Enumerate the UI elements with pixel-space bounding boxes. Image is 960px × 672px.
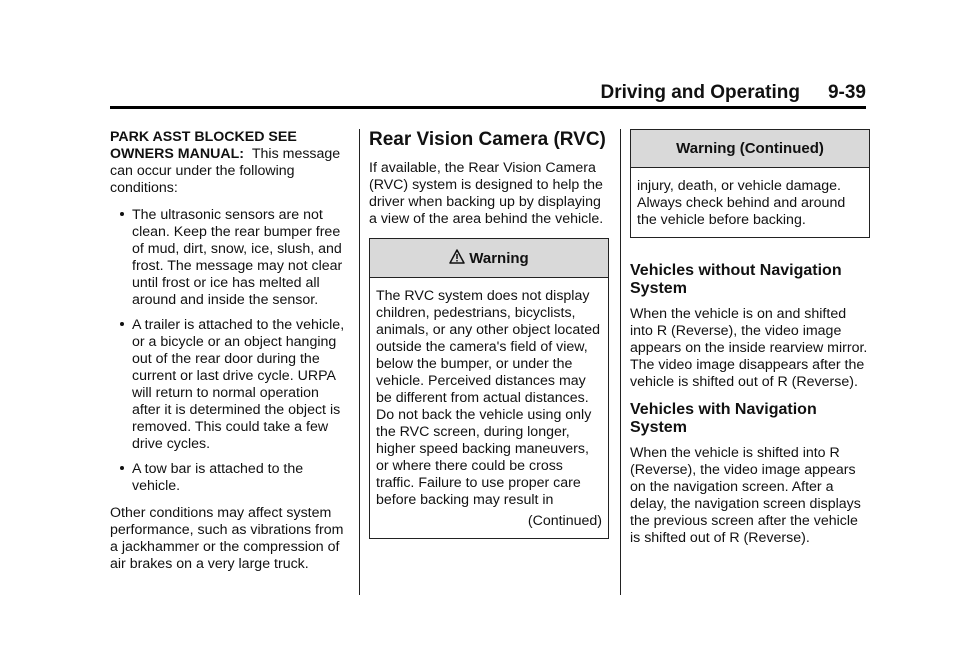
column-divider-left [359,129,360,595]
section-title: Driving and Operating [600,82,800,103]
list-item: A tow bar is attached to the vehicle. [110,461,350,495]
subsection-text: When the vehicle is shifted into R (Reverse), the video image appears on the navigation screen. After a delay, the navigation screen displays the previous screen after the vehicle is shifted out of R (Reverse). [630,445,861,546]
list-item: A trailer is attached to the vehicle, or a bicycle or an object hanging out of the rear door during the current or last drive cycle. URPA will return to normal operation after it is determined the object is removed. This could take a few drive cycles. [110,317,350,453]
warning-continued-text: injury, death, or vehicle damage. Always check behind and around the vehicle before backing. [637,178,846,228]
warning-continued-header: Warning (Continued) [631,130,869,168]
subsection-heading: Vehicles with Navigation System [630,401,817,436]
intro-paragraph [110,129,350,197]
warning-header [370,239,608,278]
column-left [110,129,350,583]
page-number: 9-39 [827,82,866,103]
warning-text: The RVC system does not display children, pedestrians, bicyclists, animals, or any other object located outside the camera's field of view, below the bumper, or under the vehicle. Perceived distances may be different from actual distances. Do not back the vehicle using only the RVC screen, during longer, higher speed backing maneuvers, or where there could be cross traffic. Failure to use proper care before backing may result in [376,288,600,508]
message-description: This message can occur under the following conditions: [110,146,341,196]
continued-label: (Continued) [527,513,602,529]
column-divider-right [620,129,621,595]
warning-body [370,278,608,538]
subsection-heading: Vehicles without Navigation System [630,262,842,297]
message-label: PARK ASST BLOCKED SEE OWNERS MANUAL: [110,129,297,162]
closing-paragraph: Other conditions may affect system performance, such as vibrations from a jackhammer or the compression of air brakes on a very large truck. [110,505,344,572]
warning-title: Warning [469,250,529,267]
warning-continued-box [630,129,870,238]
warning-icon [449,249,465,265]
condition-list [110,207,350,495]
header-divider [110,106,866,109]
column-middle [369,129,609,549]
column-right [630,129,870,557]
warning-box [369,238,609,539]
section-heading: Rear Vision Camera (RVC) [369,129,606,150]
list-item: The ultrasonic sensors are not clean. Keep the rear bumper free of mud, dirt, snow, ice, slush, and frost. The message may not clear until frost or ice has melted all around and inside the sensor. [110,207,350,309]
rvc-intro: If available, the Rear Vision Camera (RVC) system is designed to help the driver when backing up by displaying a view of the area behind the vehicle. [369,160,604,227]
subsection-text: When the vehicle is on and shifted into R (Reverse), the video image appears on the inside rearview mirror. The video image disappears after the vehicle is shifted out of R (Reverse). [630,306,868,390]
